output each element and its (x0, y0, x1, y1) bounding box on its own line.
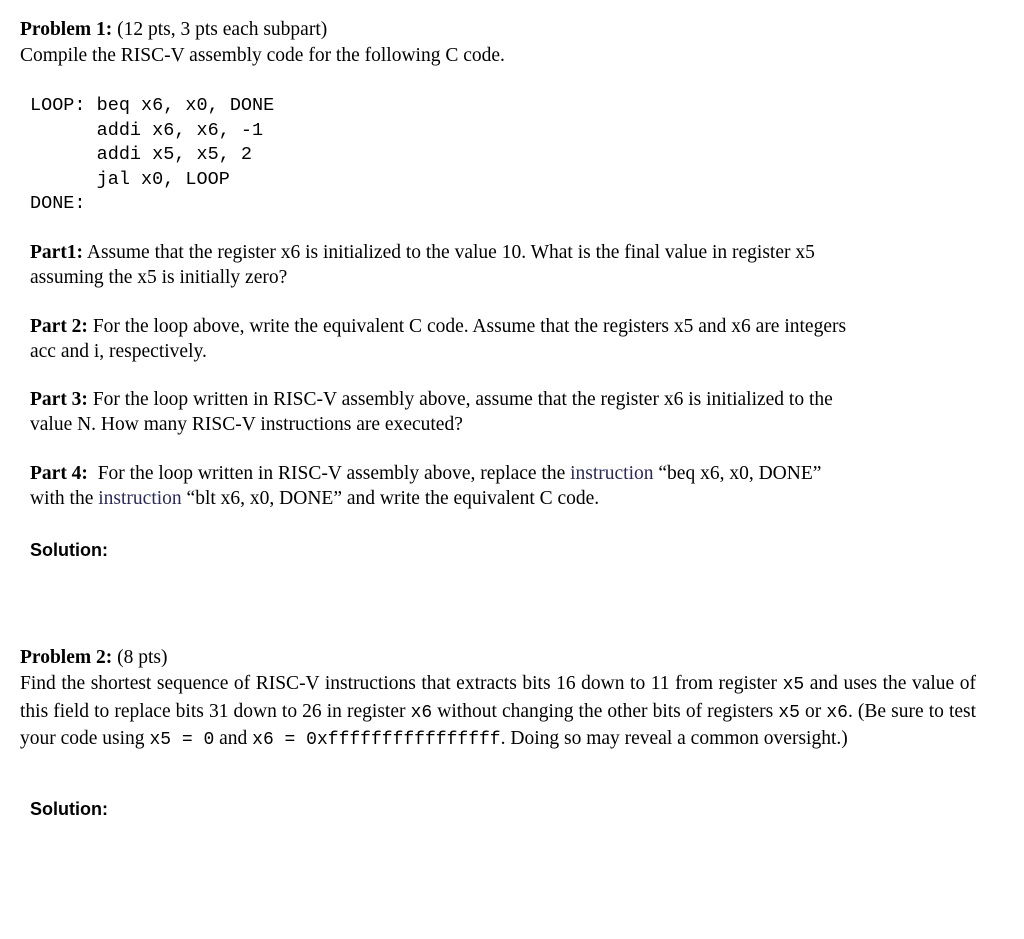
part1 (30, 240, 815, 290)
part3-text-cont: value N. How many RISC-V instructions are executed? (30, 414, 463, 435)
part1-label: Part1: (30, 242, 84, 263)
assembly-code-block (30, 94, 274, 217)
test-value-x5: x5 = 0 (149, 730, 215, 750)
part4-text-a: For the loop written in RISC-V assembly above, replace the (97, 463, 571, 484)
problem1-solution-label: Solution: (30, 540, 108, 560)
part3-text: For the loop written in RISC-V assembly above, assume that the register x6 is initialized to the (92, 389, 833, 410)
code-line: jal x0, LOOP (30, 168, 230, 190)
problem1-instruction: Compile the RISC-V assembly code for the following C code. (20, 45, 505, 66)
part3-label: Part 3: (30, 389, 88, 410)
problem2-text: and uses the value of this field to replace bits 31 down to 26 in register (20, 673, 976, 722)
part4-text-b: instruction (570, 463, 654, 484)
register-x6: x6 (410, 702, 433, 723)
problem2-text: or (805, 700, 822, 722)
problem1-heading: Problem 1: (20, 19, 113, 40)
problem2-heading: Problem 2: (20, 647, 113, 668)
part4-text-e: instruction (98, 488, 182, 509)
code-line: LOOP: beq x6, x0, DONE (30, 95, 275, 116)
part2 (30, 314, 846, 364)
problem2-text: without changing the other bits of registers (437, 700, 774, 722)
problem2-text: . Doing so may reveal a common oversight.) (500, 728, 848, 749)
code-line: DONE: (30, 193, 86, 214)
part4 (30, 461, 821, 511)
code-line: addi x5, x5, 2 (30, 144, 253, 165)
code-line: addi x6, x6, -1 (30, 119, 264, 141)
part2-text: For the loop above, write the equivalent C code. Assume that the registers x5 and x6 are integers (92, 316, 847, 337)
part1-text-cont: assuming the x5 is initially zero? (30, 267, 288, 288)
problem2-points: (8 pts) (117, 647, 168, 668)
register-x5: x5 (778, 702, 800, 723)
test-value-x6: x6 = 0xffffffffffffffff (252, 730, 501, 750)
part4-label: Part 4: (30, 463, 88, 484)
problem2-text: . (Be sure to test your code using (20, 700, 977, 749)
part3 (30, 387, 833, 437)
register-x6: x6 (826, 702, 848, 723)
part2-text-cont: acc and i, respectively. (30, 341, 207, 362)
part4-text-c: “beq x6, x0, DONE” (653, 463, 822, 484)
part2-label: Part 2: (30, 316, 88, 337)
part1-text: Assume that the register x6 is initialized to the value 10. What is the final value in register x5 (86, 242, 815, 263)
problem2-body (20, 671, 976, 754)
problem2-solution-label: Solution: (30, 799, 108, 819)
problem2-text: and (219, 728, 248, 749)
problem1-title-line (20, 17, 327, 42)
problem2-text: Find the shortest sequence of RISC-V instructions that extracts bits 16 down to 11 from register (20, 673, 778, 694)
register-x5: x5 (782, 675, 805, 695)
part4-text-f: “blt x6, x0, DONE” and write the equivalent C code. (181, 488, 600, 509)
part4-text-d: with the (30, 488, 99, 509)
problem1-points: (12 pts, 3 pts each subpart) (117, 19, 328, 40)
problem2-title-line (20, 645, 168, 670)
